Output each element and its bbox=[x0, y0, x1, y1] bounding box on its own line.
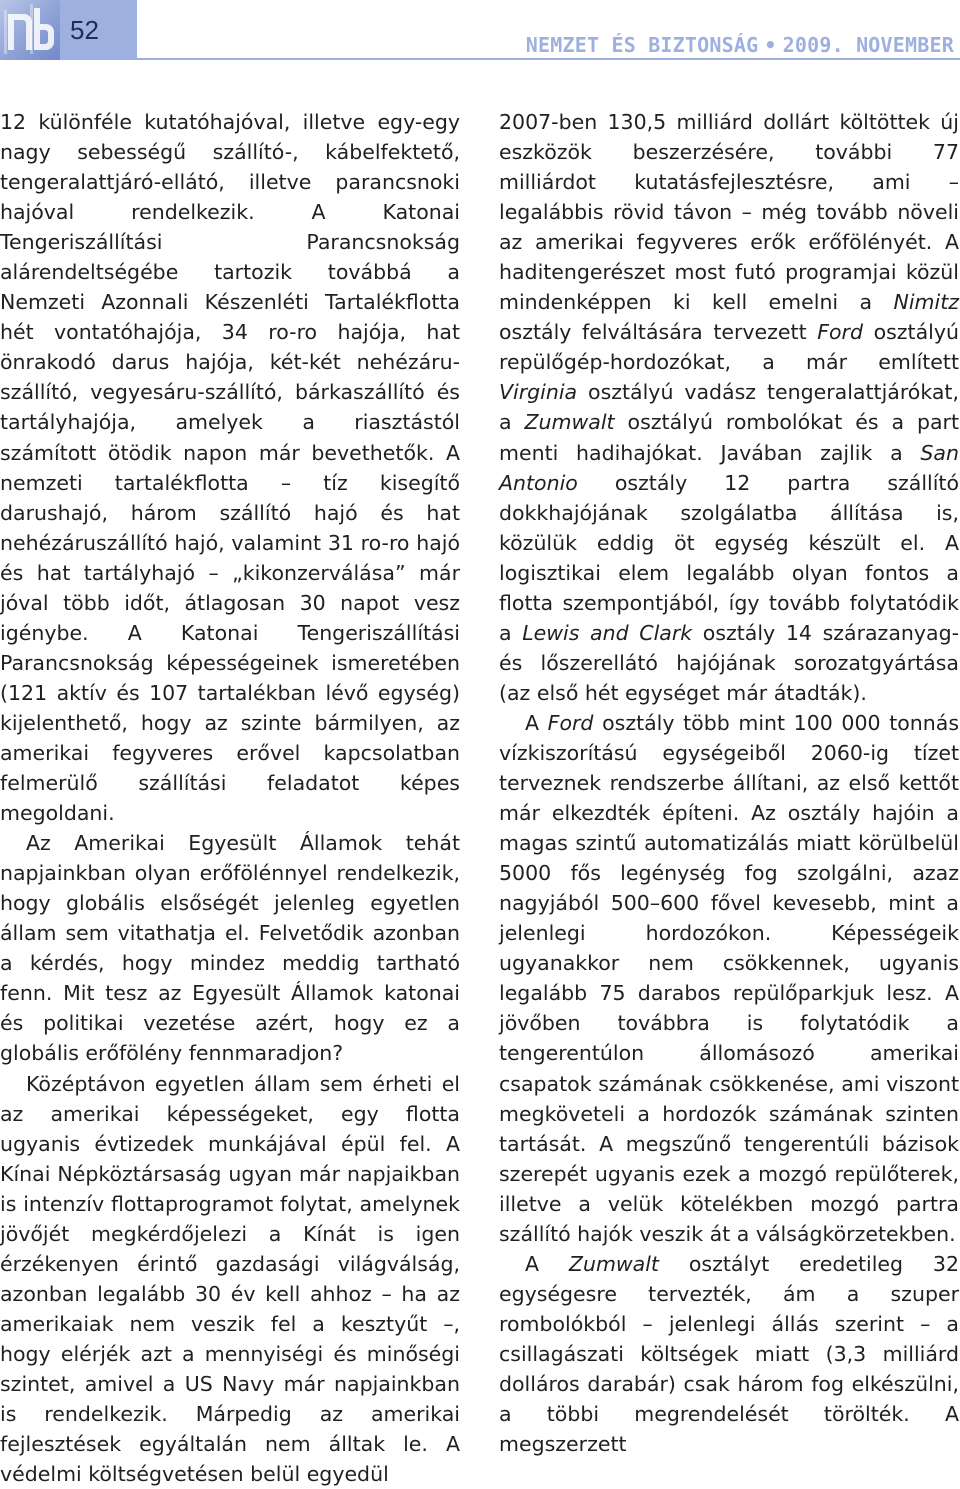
header-rule bbox=[137, 58, 960, 60]
page-number: 52 bbox=[70, 15, 99, 46]
ship-class-name: Nimitz bbox=[894, 290, 960, 314]
text-segment: osztály felváltására tervezett bbox=[499, 320, 807, 344]
ship-class-name: Lewis and Clark bbox=[522, 621, 692, 645]
text-segment: osztályú repülőgép-hordozókat, a már említett bbox=[499, 320, 959, 374]
issue-date: 2009. NOVEMBER bbox=[783, 33, 954, 57]
text-segment: A bbox=[525, 711, 539, 735]
text-segment: 2007-ben 130,5 milliárd dollárt költöttek új eszközök beszerzésére, további 77 milliárdot kutatásfejlesztésre, ami – legalábbis rövid távon – még tovább növeli az amerikai fegyveres erők erőfölényét. A haditengerészet most futó programjai közül mindenképpen ki kell emelni a bbox=[499, 110, 959, 314]
text-segment: osztályú rombolókat és a part menti hadihajókat. Javában zajlik a bbox=[499, 410, 959, 464]
text-segment: osztály 12 partra szállító dokkhajójának szolgálatba állítása is, közülük eddig öt egység készült el. A logisztikai elem legalább olyan fontos a flotta szempontjából, így tovább folytatódik a bbox=[499, 471, 959, 645]
left-column bbox=[0, 107, 460, 1489]
page-number-box bbox=[60, 0, 137, 60]
ship-class-name: Ford bbox=[548, 711, 594, 735]
ship-class-name: Zumwalt bbox=[569, 1252, 659, 1276]
text-segment: A bbox=[525, 1252, 539, 1276]
text-segment: osztályt eredetileg 32 egységesre tervezték, ám a szuper rombolókból – jelenlegi állás szerint – a csillagászati költségek miatt (3,3 milliárd dolláros darabár) csak három fog elkészülni, a többi megrendelését törölték. A megszerzett bbox=[499, 1252, 959, 1456]
running-title bbox=[526, 33, 954, 57]
text-segment: osztály több mint 100 000 tonnás vízkiszorítású egységeiből 2060-ig tízet terveznek rendszerbe állítani, az első kettőt már elkezdték építeni. Az osztály hajóin a magas szintű automatizálás miatt körülbelül 5000 fős legénység fog szolgálni, azaz nagyjából 500–600 fővel kevesebb, mint a jelenlegi hordozókon. Képességeik ugyanakkor nem csökkennek, ugyanis legalább 75 darabos repülőparkjuk lesz. A jövőben továbbra is folytatódik a tengerentúlon állomásozó amerikai csapatok számának csökkenése, ami viszont megköveteli a hordozók számának szinten tartását. A megszűnő tengerentúli bázisok szerepét ugyanis ezek a mozgó repülőterek, illetve a velük kötelékben mozgó partra szállító hajók veszik át a válságkörzetekben. bbox=[499, 711, 959, 1246]
left-paragraph-1: 12 különféle kutatóhajóval, illetve egy-egy nagy sebességű szállító-, kábelfektető, tengeralattjáró-ellátó, illetve parancsnoki hajóval rendelkezik. A Katonai Tengeriszállítási Parancsnokság alárendeltségébe tartozik továbbá a Nemzeti Azonnali Készenléti Tartalékflotta hét vontatóhajója, 34 ro-ro hajója, hat önrakodó darus hajója, két-két nehézáru-szállító, vegyesáru-szállító, bárkaszállító és tartályhajója, amelyek a riasztástól számított ötödik napon már bevethetők. A nemzeti tartalékflotta – tíz kisegítő darushajó, három szállító hajó és hat nehézáruszállító hajó, valamint 31 ro-ro hajó és hat tartályhajó – „kikonzerválása” már jóval több időt, átlagosan 30 napot vesz igénybe. A Katonai Tengeriszállítási Parancsnokság képességeinek ismeretében (121 aktív és 107 tartalékban lévő egység) kijelenthető, hogy az szinte bármilyen, az amerikai fegyveres erővel kapcsolatban felmerülő szállítási feladatot képes megoldani. bbox=[0, 107, 460, 828]
ship-class-name: Zumwalt bbox=[525, 410, 615, 434]
ship-class-name: San Antonio bbox=[499, 441, 959, 495]
right-column bbox=[499, 107, 959, 1459]
text-segment: osztályú vadász tengeralattjárókat, a bbox=[499, 380, 959, 434]
text-segment: osztály 14 szárazanyag- és lőszerellátó hajójának sorozatgyártása (az első hét egységet már átadták). bbox=[499, 621, 959, 705]
nb-logo-icon bbox=[0, 0, 60, 60]
journal-logo bbox=[0, 0, 60, 60]
journal-title: NEMZET ÉS BIZTONSÁG bbox=[526, 33, 759, 57]
left-paragraph-3: Középtávon egyetlen állam sem érheti el az amerikai képességeket, egy flotta ugyanis évtizedek munkájával épül fel. A Kínai Népköztársaság ugyan már napjaikban is intenzív flottaprogramot folytat, amelynek jövőjét megkérdőjelezi a Kínát is igen érzékenyen érintő gazdasági világválság, azonban legalább 30 év kell ahhoz – ha az amerikaiak nem veszik fel a kesztyűt –, hogy elérjék azt a mennyiségi és minőségi szintet, amivel a US Navy már napjainkban is rendelkezik. Márpedig az amerikai fejlesztések egyáltalán nem álltak le. A védelmi költségvetésen belül egyedül bbox=[0, 1069, 460, 1489]
right-paragraph-1 bbox=[499, 107, 959, 708]
right-paragraph-2 bbox=[499, 708, 959, 1249]
ship-class-name: Ford bbox=[817, 320, 863, 344]
title-bullet: • bbox=[764, 33, 776, 57]
left-paragraph-2: Az Amerikai Egyesült Államok tehát napjainkban olyan erőfölénnyel rendelkezik, hogy globális elsőségét jelenleg egyetlen állam sem vitathatja el. Felvetődik azonban a kérdés, hogy mindez meddig tartható fenn. Mit tesz az Egyesült Államok katonai és politikai vezetése azért, hogy ez a globális erőfölény fennmaradjon? bbox=[0, 828, 460, 1068]
ship-class-name: Virginia bbox=[499, 380, 577, 404]
right-paragraph-3 bbox=[499, 1249, 959, 1459]
